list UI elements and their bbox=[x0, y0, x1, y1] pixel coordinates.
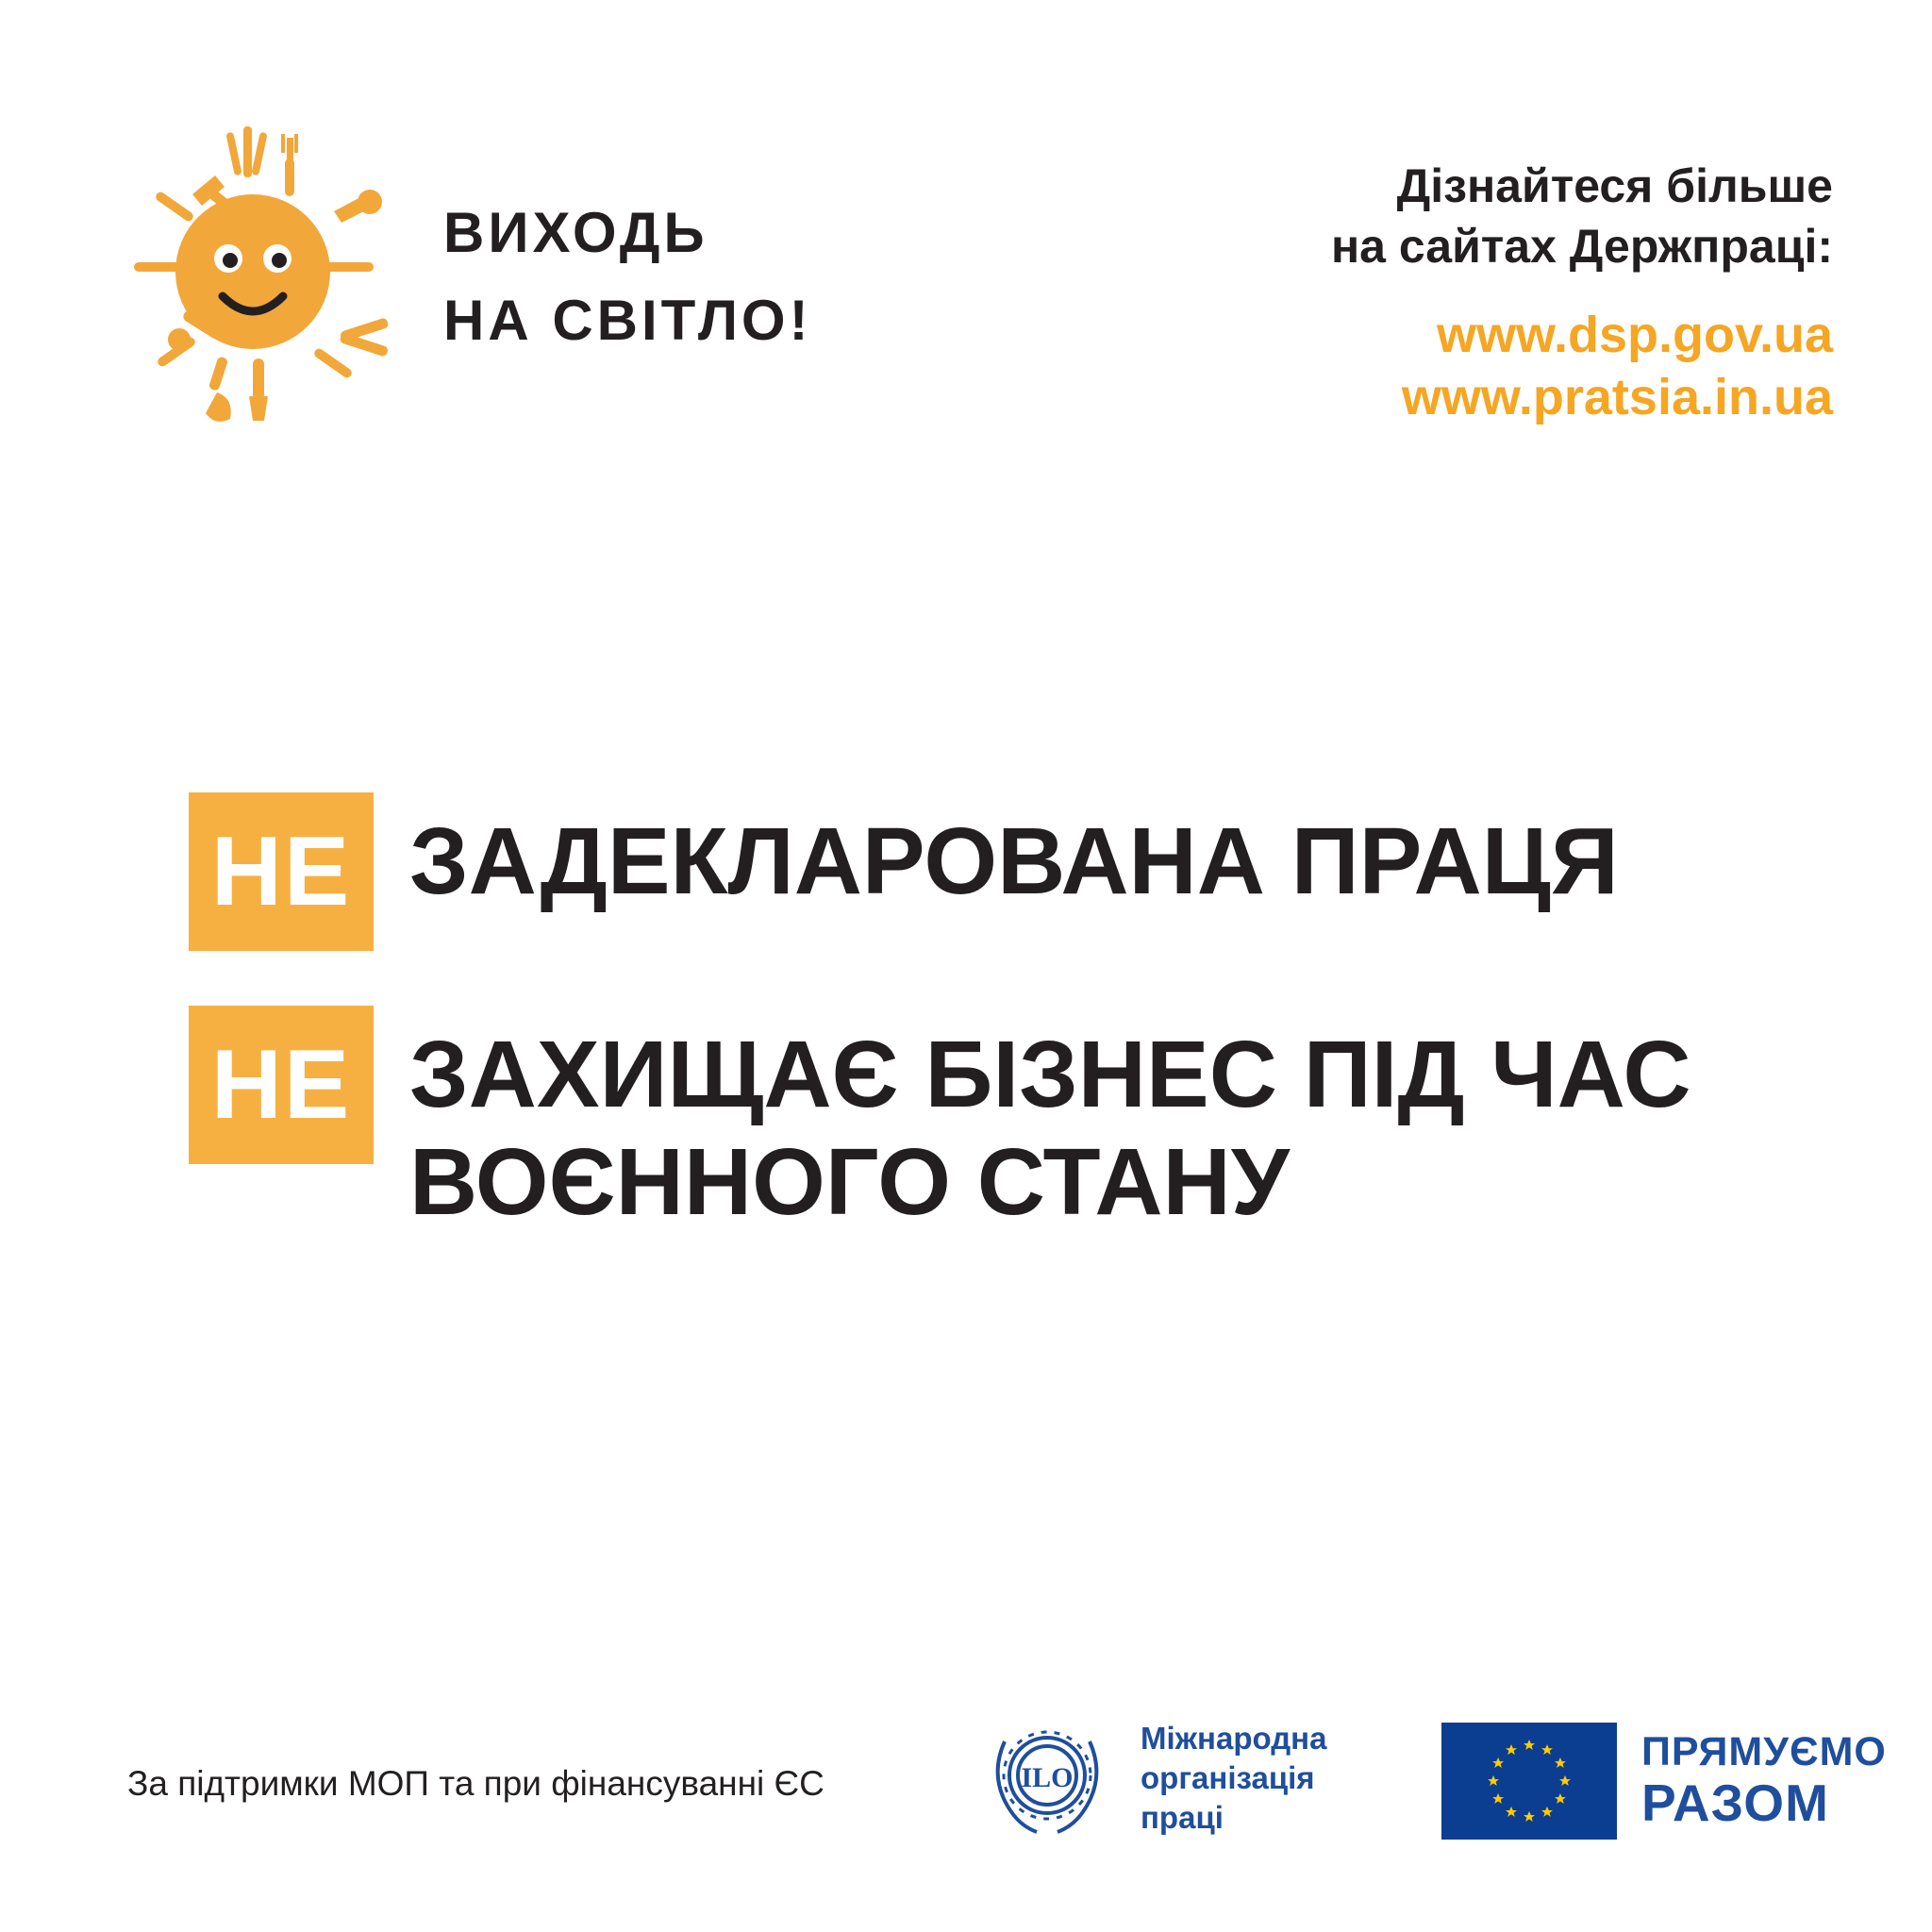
slogan-line-2: НА СВІТЛО! bbox=[443, 289, 812, 352]
footer bbox=[0, 1649, 1932, 1932]
support-note: За підтримки МОП та при фінансуванні ЄС bbox=[127, 1764, 824, 1803]
ne-badge-label: НЕ bbox=[210, 1030, 352, 1140]
campaign-slogan bbox=[443, 189, 812, 364]
sun-with-tools-mascot-icon bbox=[102, 121, 404, 423]
claim-row bbox=[189, 1006, 1932, 1236]
header bbox=[0, 0, 1932, 472]
info-line-2: на сайтах Держпраці: bbox=[1330, 220, 1833, 273]
ilo-name-line-1: Міжнародна bbox=[1141, 1720, 1327, 1756]
website-links bbox=[1331, 305, 1833, 429]
ilo-emblem-icon bbox=[976, 1707, 1118, 1849]
eu-slogan-line-2: РАЗОМ bbox=[1641, 1774, 1829, 1833]
slogan-line-1: ВИХОДЬ bbox=[443, 201, 708, 264]
ne-badge-label: НЕ bbox=[210, 817, 352, 926]
ilo-name-line-3: праці bbox=[1141, 1800, 1224, 1836]
eu-logo bbox=[1441, 1723, 1887, 1840]
ilo-name-line-2: організація bbox=[1141, 1759, 1315, 1795]
ne-badge bbox=[189, 1006, 374, 1164]
main-message bbox=[0, 792, 1932, 1236]
eu-slogan bbox=[1641, 1730, 1887, 1832]
ilo-logo bbox=[976, 1707, 1326, 1849]
link-pratsia-in-ua[interactable]: www.pratsia.in.ua bbox=[1401, 368, 1833, 425]
info-block bbox=[1331, 156, 1833, 429]
ilo-name bbox=[1141, 1719, 1326, 1839]
ne-badge bbox=[189, 792, 374, 951]
claim-text: ЗАДЕКЛАРОВАНА ПРАЦЯ bbox=[409, 808, 1619, 914]
eu-flag-icon bbox=[1441, 1723, 1617, 1840]
claim-row bbox=[189, 792, 1932, 951]
claim-text: ЗАХИЩАЄ БІЗНЕС ПІД ЧАС ВОЄННОГО СТАНУ bbox=[409, 1022, 1691, 1235]
eu-slogan-line-1: ПРЯМУЄМО bbox=[1641, 1729, 1887, 1775]
link-dsp-gov-ua[interactable]: www.dsp.gov.ua bbox=[1436, 307, 1833, 363]
ilo-abbr: ILO bbox=[1021, 1762, 1074, 1793]
info-line-1: Дізнайтеся більше bbox=[1396, 159, 1833, 212]
